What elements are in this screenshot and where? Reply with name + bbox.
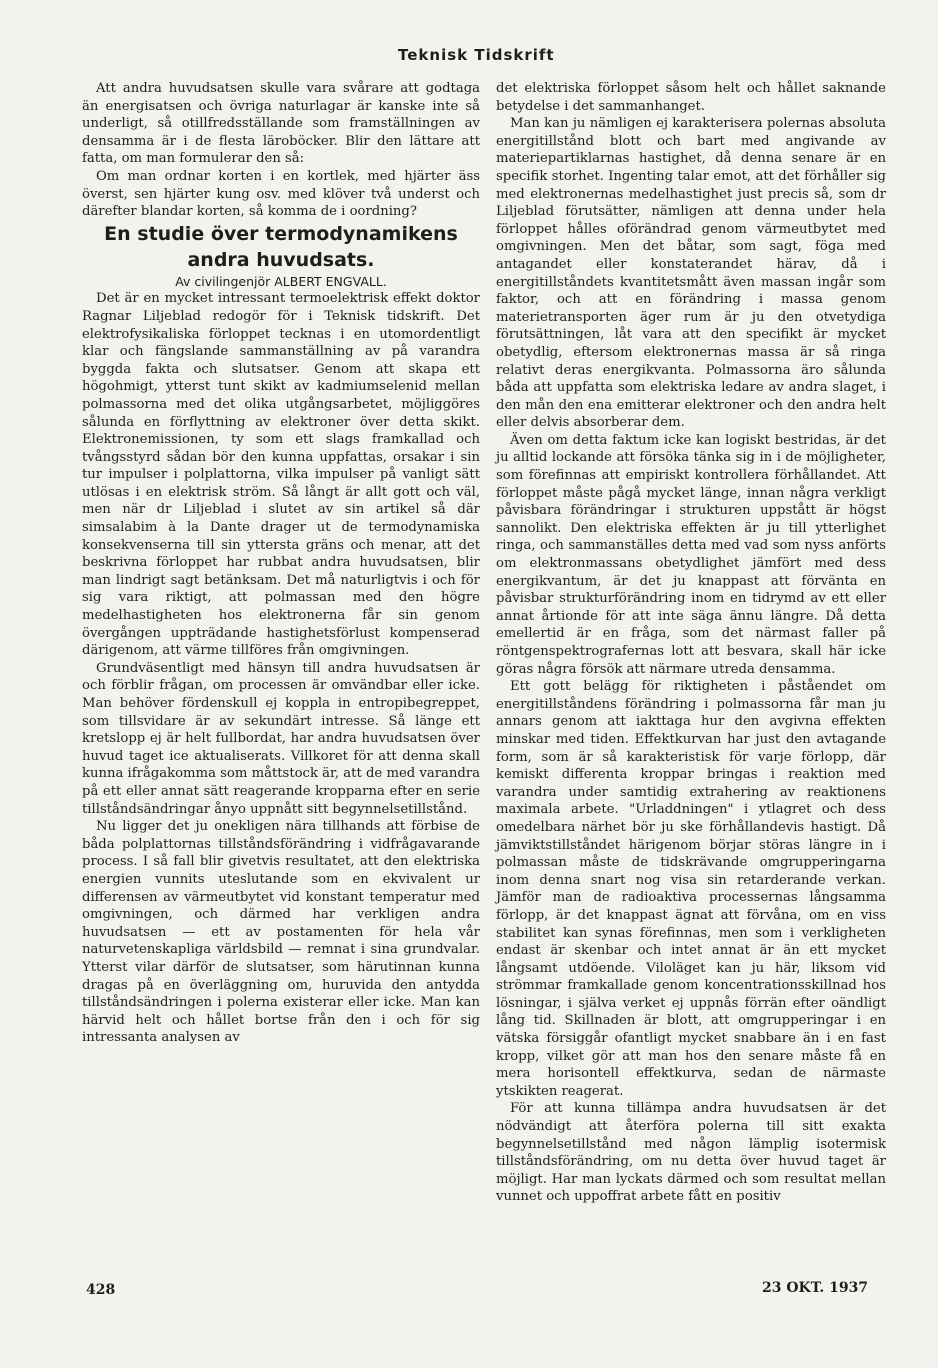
article-byline: Av civilingenjör ALBERT ENGVALL. — [175, 273, 387, 289]
right-column — [496, 80, 886, 1206]
intro-paragraph-1: Att andra huvudsatsen skulle vara svårare att godtaga än energisatsen och övriga naturlagar är kanske inte så underligt, så otillfredsställande som framställningen av densamma är i de flesta läroböcker. Blir den lättare att fatta, om man formulerar den så: — [82, 81, 480, 167]
article-paragraph-1: Det är en mycket intressant termoelektrisk effekt doktor Ragnar Liljeblad redogör för i Teknisk tidskrift. Det elektrofysikaliska förloppet tecknas i en utomordentligt klar och fängslande sammanställning av på varandra byggda fakta och slutsatser. Genom att skapa ett högohmigt, ytterst tunt skikt av kadmiumselenid mellan polmassorna med det olika utgångsarbetet, möjliggöres sålunda en förflyttning av elektroner över detta skikt. Elektronemissionen, ty som ett slags framkallad och tvångsstyrd sådan bör den kunna uppfattas, orsakar i sin tur impulser i polplattorna, vilka impulser på vanligt sätt utlösas i en elektrisk ström. Så långt är allt gott och väl, men när dr Liljeblad i slutet av sin artikel så där simsalabim à la Dante drager ut de termodynamiska konsekvenserna till sin yttersta gräns och menar, att det beskrivna förloppet har rubbat andra huvudsatsen, blir man lindrigt sagt betänksam. Det må naturligtvis i och för sig vara riktigt, att polmassan med den högre medelhastigheten hos elektronerna får sin genom övergången uppträdande hastighetsförlust kompenserad därigenom, att värme tillföres från omgivningen. — [82, 291, 480, 659]
article-paragraph-2: Grundväsentligt med hänsyn till andra huvudsatsen är och förblir frågan, om processen är omvändbar eller icke. Man behöver fördenskull ej koppla in entropibegreppet, som tillsvidare är av sekundärt intresse. Så länge ett kretslopp ej är helt fullbordat, har andra huvudsatsen över huvud taget ice aktualiserats. Villkoret för att denna skall kunna ifrågakomma som måttstock är, att de med varandra på ett eller annat sätt reagerande kropparna efter en serie tillståndsändringar ånyo uppnått sitt begynnelsetillstånd. — [82, 660, 480, 817]
right-paragraph-5: För att kunna tillämpa andra huvudsatsen är det nödvändigt att återföra polerna till sitt exakta begynnelsetillstånd med någon lämplig isotermisk tillståndsförändring, om nu detta över huvud taget är möjligt. Har man lyckats därmed och som resultat mellan vunnet och uppoffrat arbete fått en positiv — [496, 1101, 886, 1205]
intro-paragraph-2: Om man ordnar korten i en kortlek, med hjärter äss överst, sen hjärter kung osv. med klöver två underst och därefter blandar korten, så komma de i oordning? — [82, 168, 480, 220]
masthead: Teknisk Tidskrift — [398, 46, 555, 64]
article-title: En studie över termodynamikens andra huvudsats. — [104, 222, 458, 271]
right-paragraph-3: Även om detta faktum icke kan logiskt bestridas, är det ju alltid lockande att försöka tänka sig in i de möjligheter, som förefinnas att empiriskt kontrollera förhållandet. Att förloppet måste pågå mycket länge, innan några verkligt påvisbara förändringar i strukturen uppstått är högst sannolikt. Den elektriska effekten är ju till ytterlighet ringa, och sammanställes detta med vad som nyss anförts om elektronmassans obetydlighet jämfört med dess energikvantum, är det ju knappast att förvänta en påvisbar strukturförändring inom en tidrymd av ett eller annat årtionde för att inte säga ännu längre. Då detta emellertid är en fråga, som det närmast faller på röntgenspektrografernas lott att besvara, skall här icke göras några försök att närmare utreda densamma. — [496, 432, 886, 677]
right-paragraph-1: det elektriska förloppet såsom helt och hållet saknande betydelse i det sammanhanget. — [496, 81, 886, 114]
article-paragraph-3: Nu ligger det ju onekligen nära tillhands att förbise de båda polplattornas tillståndsförändring i vidfrågavarande process. I så fall blir givetvis resultatet, att den elektriska energien vunnits uteslutande som en ekvivalent ur differensen av värmeutbytet vid konstant temperatur med omgivningen, och därmed har verkligen andra huvudsatsen — ett av postamenten för hela vår naturvetenskapliga världsbild — remnat i sina grundvalar. Ytterst vilar därför de slutsatser, som härutinnan kunna dragas på en överläggning om, huruvida den antydda tillståndsändringen i polerna existerar eller icke. Man kan härvid helt och hållet bortse från den i och för sig intressanta analysen av — [82, 819, 480, 1046]
page-number: 428 — [86, 1282, 116, 1298]
issue-date: 23 OKT. 1937 — [762, 1280, 869, 1296]
right-paragraph-4: Ett gott belägg för riktigheten i påståendet om energitillståndens förändring i polmassorna får man ju annars genom att iakttaga hur den avgivna effekten minskar med tiden. Effektkurvan har just den avtagande form, som är så karakteristisk för varje förlopp, där kemiskt differenta kroppar bringas i reaktion med varandra under samtidig extrahering av reaktionens maximala arbete. "Urladdningen" i ytlagret och dess omedelbara närhet bör ju ske förhållandevis hastigt. Då jämviktstillståndet härigenom börjar störas längre in i polmassan måste de tidskrävande omgrupperingarna inom denna snart nog visa sin retarderande verkan. Jämför man de radioaktiva processernas långsamma förlopp, är det knappast ägnat att förvåna, om en viss stabilitet kan synas förefinnas, men som i verkligheten endast är skenbar och intet annat är än ett mycket långsamt utdöende. Viloläget kan ju här, liksom vid strömmar framkallade genom koncentrationsskillnad hos lösningar, i själva verket ej uppnås förrän efter oändligt lång tid. Skillnaden är blott, att omgrupperingar i en vätska försiggår ofantligt mycket snabbare än i en fast kropp, vilket gör att man hos den senare måste få en mera horisontell effektkurva, sedan de närmaste ytskikten reagerat. — [496, 679, 886, 1099]
left-column — [82, 80, 480, 1047]
right-paragraph-2: Man kan ju nämligen ej karakterisera polernas absoluta energitillstånd blott och bart med angivande av materiepartiklarnas hastighet, då denna senare är en specifik storhet. Ingenting talar emot, att det förhåller sig med elektronernas medelhastighet just precis så, som dr Liljeblad förutsätter, nämligen att denna under hela förloppet hålles oförändrad genom värmeutbytet med omgivningen. Men det båtar, som sagt, föga med antagandet eller konstaterandet härav, då i energitillståndets kvantitetsmått även massan ingår som faktor, och att en förändring i massa genom materietransporten äger rum är ju den otvetydiga förutsättningen, låt vara att den specifikt är mycket obetydlig, eftersom elektronernas massa är så ringa relativt deras energikvanta. Polmassorna äro sålunda båda att uppfatta som elektriska ledare av andra slaget, i den mån den ena emitterar elektroner och den andra helt eller delvis absorberar dem. — [496, 116, 886, 431]
